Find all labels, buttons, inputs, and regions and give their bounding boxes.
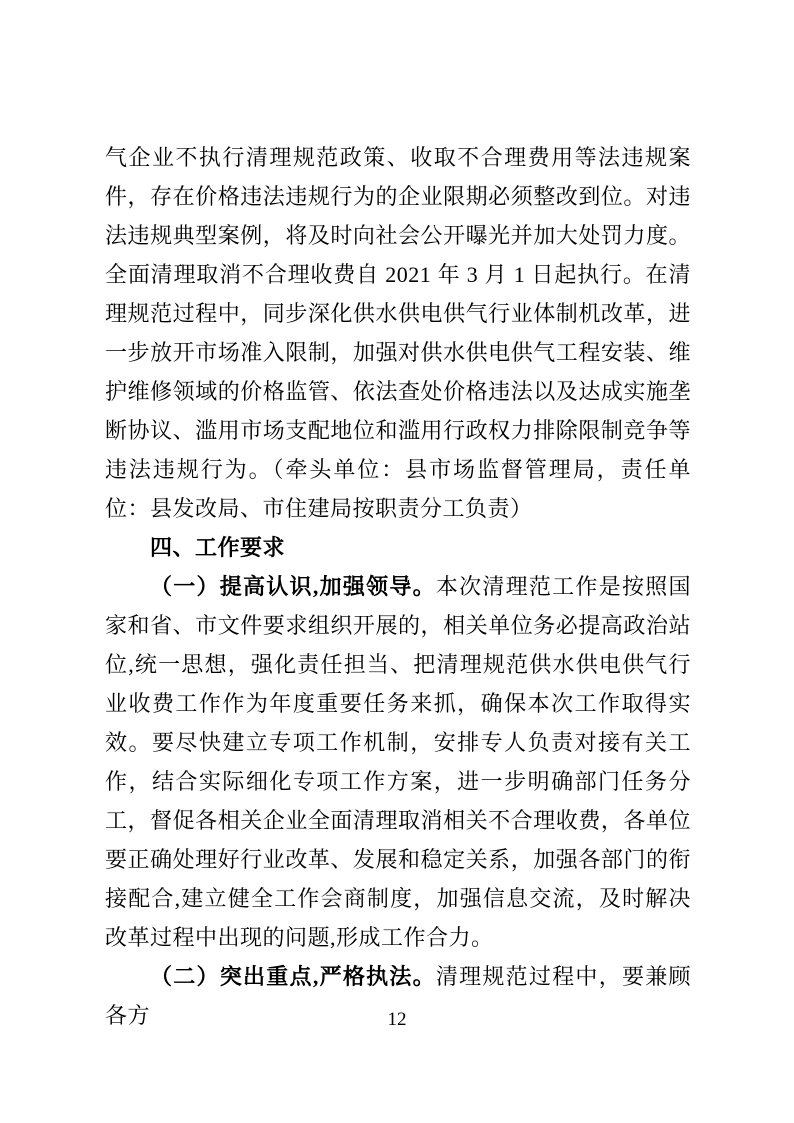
bold-text-run: 四、工作要求 xyxy=(150,535,286,560)
text-run: 清理规范过程中，要兼顾各方 xyxy=(105,964,691,1028)
paragraph-continued-body xyxy=(105,138,691,528)
text-run: 气企业不执行清理规范政策、收取不合理费用等法违规案件，存在价格违法违规行为的企业限期必须整改到位。对违法违规典型案例，将及时向社会公开曝光并加大处罚力度。全面清理取消不合理收费自 2021 年 3 月 1 日起执行。在清理规范过程中，同步深化供水供电供气行业体制机改革，进一步放开市场准入限制，加强对供水供电供气工程安装、维护维修领域的价格监管、依法查处价格违法以及达成实施垄断协议、滥用市场支配地位和滥用行政权力排除限制竞争等违法违规行为。（牵头单位：县市场监督管理局，责任单位：县发改局、市住建局按职责分工负责） xyxy=(105,145,691,521)
paragraph-item-one xyxy=(105,567,691,957)
bold-text-run: （二）突出重点,严格执法。 xyxy=(150,964,436,989)
bold-text-run: （一）提高认识,加强领导。 xyxy=(150,574,436,599)
document-body xyxy=(105,138,691,1035)
text-run: 本次清理范工作是按照国家和省、市文件要求组织开展的，相关单位务必提高政治站位,统一思想，强化责任担当、把清理规范供水供电供气行业收费工作作为年度重要任务来抓，确保本次工作取得实效。要尽快建立专项工作机制，安排专人负责对接有关工作，结合实际细化专项工作方案，进一步明确部门任务分工，督促各相关企业全面清理取消相关不合理收费，各单位要正确处理好行业改革、发展和稳定关系，加强各部门的衔接配合,建立健全工作会商制度，加强信息交流，及时解决改革过程中出现的问题,形成工作合力。 xyxy=(105,574,691,950)
heading-work-requirements xyxy=(105,528,691,567)
page-number: 12 xyxy=(387,1009,407,1030)
